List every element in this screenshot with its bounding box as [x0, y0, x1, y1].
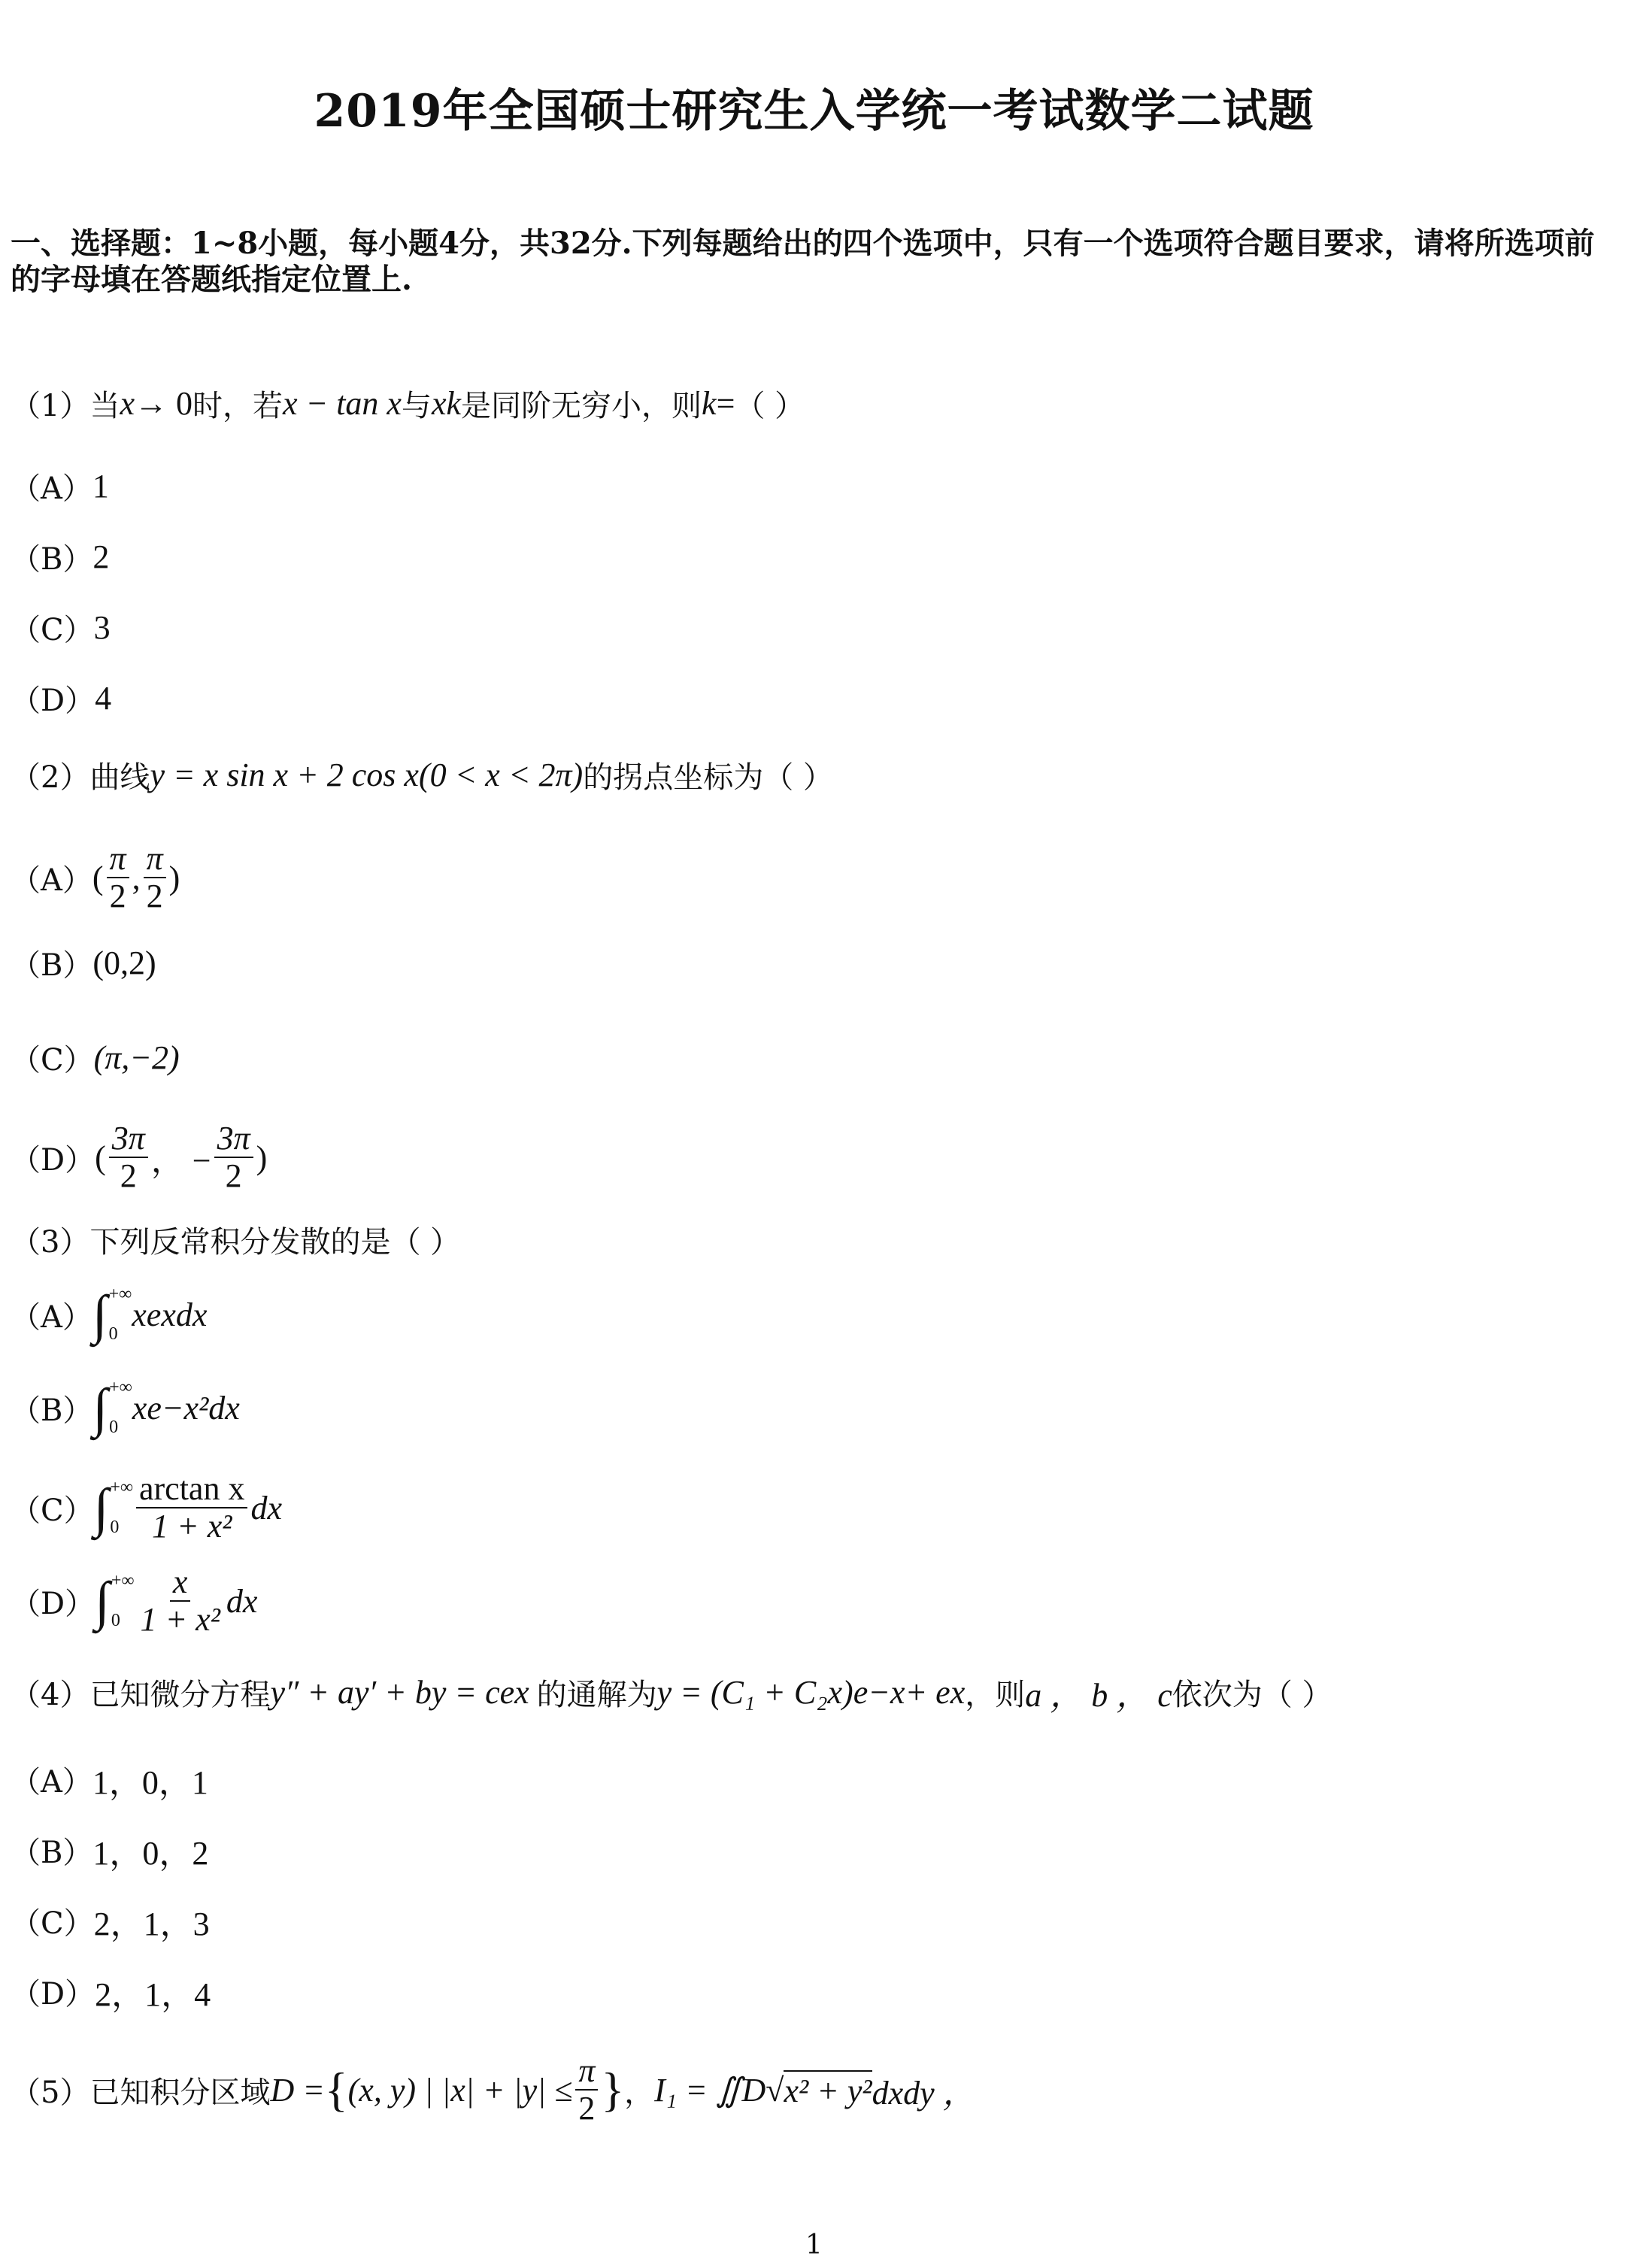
q2-expr: y = x sin x + 2 cos x	[150, 757, 419, 793]
option-label: （C）	[11, 1906, 94, 1941]
option-label: （A）	[11, 1299, 92, 1335]
numerator: arctan x	[136, 1471, 247, 1508]
differential: dx	[175, 1296, 208, 1333]
exponent: x	[514, 1673, 529, 1711]
lower-limit: 0	[111, 1611, 120, 1631]
differential: dx	[208, 1389, 240, 1427]
question-4	[11, 1668, 1332, 1716]
integrand: xe	[132, 1389, 162, 1427]
option-c	[11, 1036, 180, 1079]
option-value: 1，0，2	[92, 1835, 209, 1872]
option-a	[11, 841, 180, 915]
q1-eq: =	[716, 385, 735, 422]
option-label: （C）	[11, 1043, 94, 1078]
option-d	[11, 677, 111, 720]
q5-domain: D =	[270, 2071, 325, 2109]
option-label: （A）	[11, 1764, 92, 1800]
section-heading: 一、选择题：1~8小题，每小题4分，共32分.下列每题给出的四个选项中，只有一个选项符合题目要求，请将所选项前的字母填在答题纸指定位置上.	[11, 226, 1595, 297]
question-number: （3）	[11, 1225, 90, 1260]
option-b	[11, 941, 156, 984]
brace-close: }	[601, 2063, 625, 2117]
numerator: 3π	[214, 1120, 253, 1158]
option-c	[11, 1897, 210, 1945]
fraction	[575, 2053, 598, 2127]
option-value: 2，1，3	[93, 1906, 210, 1942]
paren: (	[95, 1139, 106, 1176]
comma: ,	[132, 859, 141, 896]
option-label: （B）	[11, 1393, 93, 1428]
numerator: π	[107, 841, 129, 878]
option-value: (π,−2)	[93, 1039, 180, 1076]
option-value: 1	[92, 468, 109, 505]
question-number: （1）	[11, 389, 90, 423]
denominator: 1 + x²	[152, 1508, 232, 1545]
q5-integral-domain: D	[741, 2071, 766, 2109]
q4-equation: y″ + ay′ + by = ce	[270, 1673, 515, 1711]
option-c	[11, 606, 111, 649]
option-value: 4	[95, 680, 112, 717]
fraction	[137, 1564, 223, 1639]
denominator: 1 + x²	[140, 1601, 220, 1639]
option-a	[11, 1284, 207, 1345]
lower-limit: 0	[109, 1418, 119, 1437]
brace-open: {	[324, 2063, 348, 2117]
option-label: （D）	[11, 1976, 95, 2012]
option-label: （D）	[11, 1142, 95, 1178]
numerator: π	[144, 841, 166, 878]
question-number: （4）	[11, 1677, 90, 1712]
q5-set: (x, y) | |x| + |y| ≤	[347, 2071, 573, 2109]
denominator: 2	[225, 1157, 242, 1195]
page-title: 2019年全国硕士研究生入学统一考试数学二试题	[314, 85, 1314, 138]
comma: ， −	[150, 1142, 211, 1180]
q1-text: 是同阶无穷小，则	[461, 389, 702, 423]
option-d	[11, 1120, 267, 1195]
option-value: 1，0，1	[92, 1764, 208, 1801]
numerator: π	[575, 2053, 598, 2091]
numerator: 3π	[109, 1120, 148, 1158]
option-c	[11, 1471, 282, 1545]
option-d	[11, 1564, 257, 1639]
upper-limit: +∞	[108, 1284, 132, 1304]
q2-range: (0 < x < 2π)	[418, 757, 584, 793]
integral-sign: ∫ +∞ 0	[92, 1284, 132, 1345]
fraction	[109, 1120, 148, 1195]
option-value: 2	[92, 538, 110, 575]
option-label: （D）	[11, 1586, 95, 1621]
question-1	[11, 382, 805, 425]
fraction	[144, 841, 166, 915]
option-b	[11, 1826, 208, 1874]
q4-solution: + e	[905, 1673, 950, 1711]
option-b	[11, 535, 109, 578]
answer-blank: （ ）	[1262, 1677, 1332, 1712]
fraction	[107, 841, 129, 915]
integral-sign: ∫ +∞ 0	[95, 1571, 135, 1632]
exponent: −x²	[161, 1389, 209, 1427]
option-a	[11, 1755, 208, 1803]
denominator: 2	[146, 878, 163, 915]
q1-var: x	[120, 385, 135, 422]
option-label: （A）	[11, 471, 92, 506]
fraction	[214, 1120, 253, 1195]
option-d	[11, 1967, 211, 2015]
lower-limit: 0	[108, 1324, 118, 1344]
q5-tail: dxdy ，	[872, 2075, 976, 2112]
answer-blank: （ ）	[763, 760, 833, 795]
option-b	[11, 1378, 240, 1438]
option-label: （C）	[11, 613, 94, 647]
option-label: （B）	[11, 1835, 93, 1870]
answer-blank: （ ）	[390, 1225, 461, 1260]
paren: (	[92, 859, 104, 896]
denominator: 2	[109, 878, 126, 915]
q4-solution: y = (C₁ + C₂x)e	[656, 1673, 869, 1711]
upper-limit: +∞	[110, 1478, 133, 1498]
question-3	[11, 1218, 460, 1261]
exponent: x	[161, 1296, 176, 1333]
option-value: 3	[93, 609, 111, 646]
option-label: （C）	[11, 1493, 94, 1528]
integrand: xe	[132, 1296, 162, 1333]
option-label: （A）	[11, 863, 92, 898]
q1-exponent: k	[446, 385, 462, 422]
paren: )	[168, 859, 180, 896]
option-a	[11, 465, 109, 508]
lower-limit: 0	[110, 1518, 120, 1538]
question-number: （2）	[11, 760, 90, 795]
q1-text: 与	[401, 389, 432, 423]
q4-text: 依次为	[1172, 1677, 1263, 1712]
question-2	[11, 753, 833, 796]
question-5	[11, 2053, 976, 2127]
q1-var: k	[702, 385, 717, 422]
q1-arrow: → 0	[134, 385, 193, 422]
q4-vars: a ， b ， c	[1025, 1677, 1172, 1714]
option-label: （B）	[11, 542, 93, 577]
numerator: x	[170, 1564, 191, 1602]
q4-text: 已知微分方程	[89, 1677, 271, 1712]
integral-sign: ∫ +∞ 0	[92, 1378, 132, 1438]
q5-sep: ，	[624, 2075, 655, 2110]
q1-text: 时，若	[192, 389, 283, 423]
upper-limit: +∞	[109, 1378, 132, 1397]
exponent: −x	[868, 1673, 905, 1711]
exponent: x	[950, 1673, 966, 1711]
radicand: x² + y²	[784, 2070, 872, 2110]
paren: )	[256, 1139, 268, 1176]
q1-expr: x − tan x	[282, 385, 402, 422]
option-value: 2，1，4	[95, 1976, 211, 2013]
fraction	[136, 1471, 247, 1545]
sqrt-sign: √	[765, 2071, 784, 2109]
question-number: （5）	[11, 2075, 90, 2110]
page-number: 1	[805, 2230, 823, 2260]
differential: dx	[250, 1489, 282, 1527]
q1-text: 当	[89, 389, 120, 423]
differential: dx	[226, 1582, 258, 1620]
q5-text: 已知积分区域	[89, 2075, 271, 2110]
q4-text: 的通解为	[536, 1677, 657, 1712]
denominator: 2	[120, 1157, 137, 1195]
integral-sign: ∫ +∞ 0	[93, 1478, 133, 1539]
q5-integral: I₁ = ∬	[654, 2071, 742, 2109]
upper-limit: +∞	[111, 1571, 135, 1591]
denominator: 2	[578, 2090, 596, 2127]
q1-var: x	[431, 385, 447, 422]
q3-text: 下列反常积分发散的是	[89, 1225, 391, 1260]
option-label: （B）	[11, 948, 93, 983]
q2-text: 的拐点坐标为	[583, 760, 764, 795]
answer-blank: （ ）	[735, 389, 805, 423]
q4-text: ，则	[965, 1677, 1026, 1712]
q2-text: 曲线	[89, 760, 150, 795]
option-label: （D）	[11, 684, 95, 718]
option-value: (0,2)	[92, 944, 156, 981]
